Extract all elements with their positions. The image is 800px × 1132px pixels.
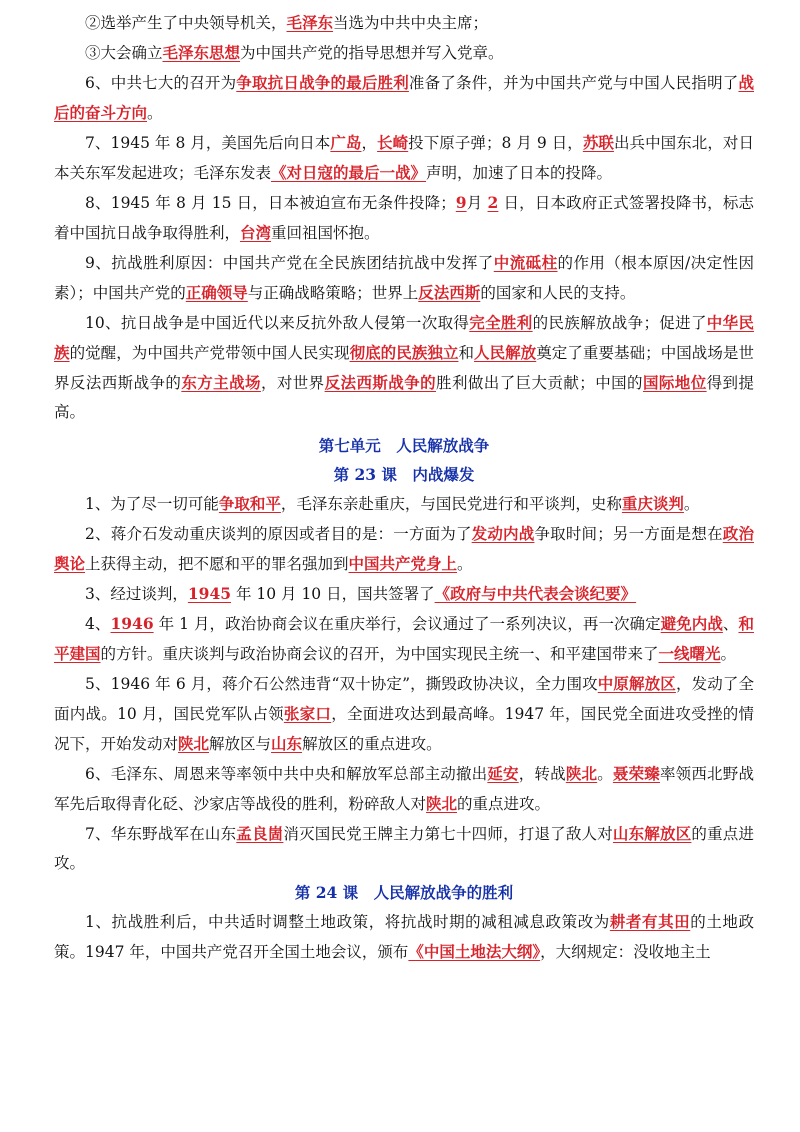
paragraph bbox=[54, 519, 754, 579]
section-heading: 第七单元 人民解放战争 bbox=[318, 436, 490, 455]
paragraph bbox=[54, 489, 754, 519]
text-run: 8、1945 年 8 月 15 日，日本被迫宣布无条件投降； bbox=[85, 194, 456, 212]
text-run: 的方针。重庆谈判与政治协商会议的召开，为中国实现民主统一、和平建国带来了 bbox=[100, 645, 659, 663]
text-run: ，毛泽东亲赴重庆，与国民党进行和平谈判，史称 bbox=[280, 495, 622, 513]
text-run: 率领西北野战军先后取得青化砭、沙家店等战役的胜利，粉碎敌人对 bbox=[54, 765, 754, 813]
text-run: ，转战 bbox=[518, 765, 566, 783]
highlighted-keyword: 和平建国 bbox=[54, 614, 754, 663]
highlighted-keyword: 陕北 bbox=[178, 734, 210, 753]
text-run: 6、毛泽东、周恩来等率领中共中央和解放军总部主动撤出 bbox=[85, 765, 488, 783]
highlighted-keyword: 苏联 bbox=[582, 133, 614, 152]
text-run: 4、 bbox=[85, 615, 111, 633]
paragraph bbox=[54, 609, 754, 669]
highlighted-keyword: 避免内战 bbox=[660, 614, 723, 633]
highlighted-keyword: 毛泽东思想 bbox=[162, 43, 241, 62]
text-run: 和 bbox=[458, 344, 475, 362]
text-run: 1、抗战胜利后，中共适时调整土地政策，将抗战时期的减租减息政策改为 bbox=[85, 913, 610, 931]
text-run: 奠定了重要基础；中国战场是世界反法西斯战争的 bbox=[54, 344, 754, 392]
highlighted-keyword: 人民解放 bbox=[474, 343, 537, 362]
text-run: 。 bbox=[147, 104, 163, 122]
text-run: 解放区的重点进攻。 bbox=[302, 735, 442, 753]
text-run: 6、中共七大的召开为 bbox=[85, 74, 237, 92]
highlighted-keyword: 台湾 bbox=[240, 223, 272, 242]
text-run: 上获得主动，把不愿和平的罪名强加到 bbox=[85, 555, 349, 573]
paragraph bbox=[54, 128, 754, 188]
text-run: 的国家和人民的支持。 bbox=[480, 284, 636, 302]
text-run: 的土地政策。1947 年，中国共产党召开全国土地会议，颁布 bbox=[54, 913, 754, 961]
text-run: 为中国共产党的指导思想并写入党章。 bbox=[240, 44, 504, 62]
highlighted-keyword: 反法西斯 bbox=[418, 283, 481, 302]
text-run: 5、1946 年 6 月，蒋介石公然违背“双十协定”，撕毁政协决议，全力围攻 bbox=[85, 675, 598, 693]
highlighted-keyword: 广岛 bbox=[330, 133, 362, 152]
text-run: ，对世界 bbox=[260, 374, 325, 392]
highlighted-keyword: 耕者有其田 bbox=[609, 912, 691, 931]
highlighted-keyword: 2 bbox=[487, 193, 499, 212]
text-run: 10、抗日战争是中国近代以来反抗外敌人侵第一次取得 bbox=[85, 314, 470, 332]
text-run: 投下原子弹；8 月 9 日， bbox=[408, 134, 583, 152]
highlighted-keyword: 东方主战场 bbox=[181, 373, 261, 392]
text-run: 重回祖国怀抱。 bbox=[271, 224, 380, 242]
highlighted-keyword: 争取抗日战争的最后胜利 bbox=[236, 73, 409, 92]
text-run: 与正确战略策略；世界上 bbox=[247, 284, 419, 302]
highlighted-keyword: 1945 bbox=[187, 584, 232, 603]
highlighted-keyword: 《中国土地法大纲》 bbox=[408, 942, 541, 961]
text-run: 3、经过谈判， bbox=[85, 585, 188, 603]
highlighted-keyword: 毛泽东 bbox=[286, 13, 334, 32]
highlighted-keyword: 正确领导 bbox=[185, 283, 248, 302]
text-run: 。 bbox=[683, 495, 700, 513]
text-run: 9、抗战胜利原因：中国共产党在全民族团结抗战中发挥了 bbox=[85, 254, 494, 272]
highlighted-keyword: 发动内战 bbox=[471, 524, 535, 543]
highlighted-keyword: 国际地位 bbox=[642, 373, 707, 392]
text-run: 的重点进攻。 bbox=[457, 795, 551, 813]
paragraph bbox=[54, 68, 754, 128]
text-run: 。 bbox=[720, 645, 737, 663]
text-run: 2、蒋介石发动重庆谈判的原因或者目的是：一方面为了 bbox=[85, 525, 472, 543]
highlighted-keyword: 中原解放区 bbox=[597, 674, 676, 693]
highlighted-keyword: 孟良崮 bbox=[236, 824, 284, 843]
paragraph bbox=[54, 248, 754, 308]
text-run: 。 bbox=[597, 765, 613, 783]
highlighted-keyword: 聂荣臻 bbox=[612, 764, 660, 783]
highlighted-keyword: 一线曙光 bbox=[658, 644, 721, 663]
paragraph bbox=[54, 819, 754, 878]
text-run: 年 1 月，政治协商会议在重庆举行，会议通过了一系列决议，再一次确定 bbox=[153, 615, 661, 633]
paragraph bbox=[54, 759, 754, 819]
highlighted-keyword: 山东解放区 bbox=[612, 824, 692, 843]
text-run: ②选举产生了中央领导机关， bbox=[85, 14, 287, 32]
highlighted-keyword: 陕北 bbox=[426, 794, 458, 813]
text-run: 解放区与 bbox=[209, 735, 272, 753]
text-run: 当选为中共中央主席； bbox=[333, 14, 489, 32]
paragraph bbox=[54, 8, 754, 38]
text-run: 年 10 月 10 日，国共签署了 bbox=[231, 585, 435, 603]
highlighted-keyword: 《政府与中共代表会谈纪要》 bbox=[434, 584, 637, 603]
text-run: ，大纲规定：没收地主土 bbox=[540, 943, 711, 961]
text-run: 月 bbox=[466, 194, 488, 212]
highlighted-keyword: 长崎 bbox=[377, 133, 409, 152]
text-run: 7、华东野战军在山东 bbox=[85, 825, 237, 843]
text-run: 1、为了尽一切可能 bbox=[85, 495, 219, 513]
text-run: 的觉醒，为中国共产党带领中国人民实现 bbox=[69, 344, 350, 362]
highlighted-keyword: 中流砥柱 bbox=[493, 253, 558, 272]
text-run: ，全面进攻达到最高峰。1947 年，国民党全面进攻受挫的情况下，开始发动对 bbox=[54, 705, 754, 753]
highlighted-keyword: 彻底的民族独立 bbox=[349, 343, 459, 362]
highlighted-keyword: 反法西斯战争的 bbox=[324, 373, 437, 392]
highlighted-keyword: 争取和平 bbox=[218, 494, 281, 513]
highlighted-keyword: 延安 bbox=[487, 764, 519, 783]
text-run: 准备了条件，并为中国共产党与中国人民指明了 bbox=[408, 74, 739, 92]
paragraph bbox=[54, 579, 754, 609]
paragraph bbox=[54, 669, 754, 759]
highlighted-keyword: 张家口 bbox=[283, 704, 332, 723]
text-run: 。 bbox=[457, 555, 473, 573]
section-heading: 第 24 课 人民解放战争的胜利 bbox=[294, 883, 514, 902]
text-run: 日，日本政府正式签署投降书，标志着中国抗日战争取得胜利， bbox=[54, 194, 755, 242]
highlighted-keyword: 《对日寇的最后一战》 bbox=[271, 163, 427, 182]
paragraph bbox=[54, 308, 754, 427]
text-run: 消灭国民党王牌主力第七十四师，打退了敌人对 bbox=[283, 825, 613, 843]
highlighted-keyword: 山东 bbox=[271, 734, 303, 753]
text-run: 7、1945 年 8 月，美国先后向日本 bbox=[85, 134, 331, 152]
highlighted-keyword: 中国共产党身上 bbox=[348, 554, 458, 573]
paragraph bbox=[54, 38, 754, 68]
text-run: ③大会确立 bbox=[85, 44, 163, 62]
text-run: 的民族解放战争；促进了 bbox=[532, 314, 707, 332]
text-run: ，发动了全面内战。10 月，国民党军队占领 bbox=[54, 675, 754, 723]
text-run: 的作用（根本原因/决定性因素）；中国共产党的 bbox=[54, 254, 754, 302]
highlighted-keyword: 重庆谈判 bbox=[621, 494, 684, 513]
text-run: ， bbox=[361, 134, 378, 152]
text-run: 的重点进攻。 bbox=[54, 825, 754, 872]
highlighted-keyword: 陕北 bbox=[565, 764, 598, 783]
highlighted-keyword: 中华民族 bbox=[54, 313, 754, 362]
text-run: 得到提高。 bbox=[54, 374, 754, 421]
text-run: 胜利做出了巨大贡献；中国的 bbox=[436, 374, 643, 392]
highlighted-keyword: 完全胜利 bbox=[469, 313, 533, 332]
text-run: 声明，加速了日本的投降。 bbox=[426, 164, 613, 182]
paragraph bbox=[54, 188, 754, 248]
text-run: 争取时间；另一方面是想在 bbox=[534, 525, 723, 543]
section-heading: 第 23 课 内战爆发 bbox=[333, 465, 475, 484]
highlighted-keyword: 9 bbox=[455, 193, 467, 212]
highlighted-keyword: 政治舆论 bbox=[54, 524, 754, 573]
highlighted-keyword: 战后的奋斗方向 bbox=[54, 73, 754, 122]
text-run: 、 bbox=[722, 615, 739, 633]
highlighted-keyword: 1946 bbox=[110, 614, 154, 633]
paragraph bbox=[54, 907, 754, 967]
text-run: 出兵中国东北，对日本关东军发起进攻；毛泽东发表 bbox=[54, 134, 754, 182]
